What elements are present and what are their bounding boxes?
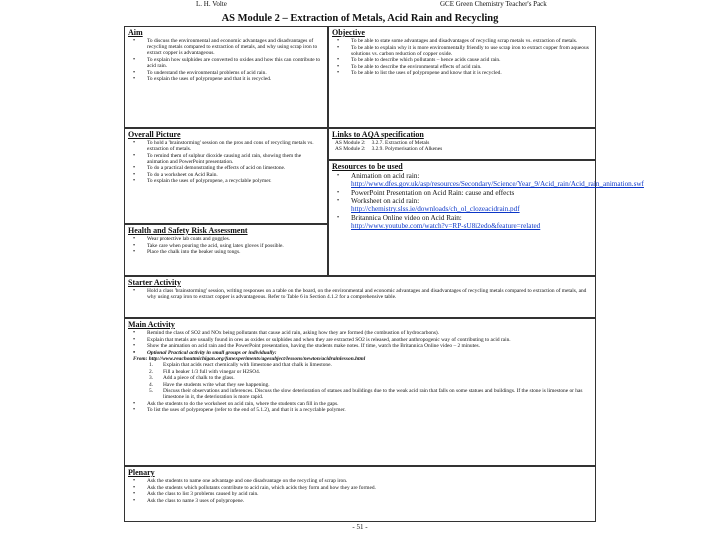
step-number: 5.: [149, 388, 154, 395]
step-text: Explain that acids react chemically with limestone and that chalk is limestone.: [163, 362, 332, 369]
overview-item: • To explain the uses of polypropene, a recyclable polymer.: [129, 178, 324, 184]
aim-heading: Aim: [128, 28, 143, 37]
aim-item: • To discuss the environmental and economic advantages and disadvantages of recycling metals compared to extraction of metals, and why using scrap iron to extract copper is advantageous.: [129, 38, 324, 57]
links-table: [335, 140, 448, 152]
main-activity-section: [124, 318, 596, 466]
resource-text: Worksheet on acid rain:: [351, 197, 420, 206]
practical-source: From: http://www.reachoutmichigan.org/funexperiments/agesubject/lessons/newton/acidrainlesson.html: [133, 356, 366, 362]
resources-section: [328, 160, 644, 276]
resources-heading: Resources to be used: [332, 162, 403, 171]
resource-item: [333, 214, 592, 230]
resource-text: Animation on acid rain:: [351, 172, 420, 180]
practical-step: [129, 388, 592, 400]
resource-item: [333, 189, 592, 197]
objective-item: • To be able to explain why it is more environmentally friendly to use scrap iron to extract copper from aqueous solutions vs. carbon reduction of copper oxide.: [333, 45, 592, 57]
author: L. H. Volte: [196, 0, 227, 8]
step-number: 3.: [149, 375, 154, 382]
main-item: • To list the uses of polypropene (refer to the end of 5.1.2), and that it is a recyclable polymer.: [129, 407, 592, 413]
aim-section: [124, 26, 328, 128]
plenary-heading: Plenary: [128, 468, 155, 477]
practical-step: [129, 369, 592, 375]
links-heading: Links to AQA specification: [332, 130, 424, 139]
health-item: • Wear protective lab coats and goggles.: [129, 236, 324, 242]
objective-item: • To be able to state some advantages and disadvantages of recycling scrap metals vs. extraction of metals.: [333, 38, 592, 44]
link-ref: 3.2.9. Polymerisation of Alkenes: [371, 146, 443, 153]
step-text: Have the students write what they see happening.: [163, 381, 270, 388]
plenary-section: [124, 466, 596, 522]
starter-heading: Starter Activity: [128, 278, 181, 287]
plenary-item: • Ask the students to name one advantage and one disadvantage on the recycling of scrap iron.: [129, 478, 592, 484]
page-header: [0, 0, 720, 10]
resource-item: [333, 197, 592, 213]
resource-text: PowerPoint Presentation on Acid Rain: cause and effects: [351, 188, 515, 197]
objective-item: • To be able to describe which pollutants – hence acids cause acid rain.: [333, 57, 592, 63]
main-heading: Main Activity: [128, 320, 175, 329]
practical-step: [129, 362, 592, 368]
book-title: GCE Green Chemistry Teacher's Pack: [440, 0, 547, 8]
health-item: • Take care when pouring the acid, using latex gloves if possible.: [129, 243, 324, 249]
step-number: 2.: [149, 368, 154, 375]
aim-item: • To explain the uses of polypropene and that it is recycled.: [129, 76, 324, 82]
objective-heading: Objective: [332, 28, 365, 37]
link-module: AS Module 2:: [335, 146, 366, 153]
link-module: AS Module 2:: [335, 140, 366, 146]
overview-item: • To do a worksheet on Acid Rain.: [129, 172, 324, 178]
plenary-item: • Ask the class to list 3 problems caused by acid rain.: [129, 491, 592, 497]
main-item: • Ask the students to do the worksheet on acid rain, where the students can fill in the gaps.: [129, 401, 592, 407]
resource-link[interactable]: http://www.dfes.gov.uk/asp/resources/Secondary/Science/Year_9/Acid_rain/Acid_rain_animation.swf: [351, 180, 644, 189]
practical-step: [129, 382, 592, 388]
overview-item: • To do a practical demonstrating the effects of acid on limestone.: [129, 165, 324, 171]
page-number: - 51 -: [352, 523, 368, 531]
overview-heading: Overall Picture: [128, 130, 181, 139]
starter-section: [124, 276, 596, 318]
step-number: 1.: [149, 362, 154, 369]
resource-link[interactable]: http://chemistry.slss.ie/downloads/ch_ol_clozeacidrain.pdf: [351, 205, 520, 214]
main-item: • Show the animation on acid rain and the PowerPoint presentation, having the students make notes. If time, watch the Britannica Online video – 2 minutes.: [129, 343, 592, 349]
health-heading: Health and Safety Risk Assessment: [128, 226, 248, 235]
plenary-item: • Ask the students which pollutants contribute to acid rain, which acids they form and how they are formed.: [129, 485, 592, 491]
objective-section: [328, 26, 596, 128]
link-ref: 3.2.7. Extraction of Metals: [371, 140, 430, 146]
objective-item: • To be able to describe the environmental effects of acid rain.: [333, 64, 592, 70]
main-item: • Remind the class of SO2 and NOx being pollutants that cause acid rain, asking how they are formed (the combustion of hydrocarbons).: [129, 330, 592, 336]
page-title: AS Module 2 – Extraction of Metals, Acid Rain and Recycling: [221, 13, 499, 24]
aim-item: • To understand the environmental problems of acid rain.: [129, 70, 324, 76]
resource-link[interactable]: http://www.youtube.com/watch?v=RP-sU8i2edo&feature=related: [351, 222, 541, 231]
overview-section: [124, 128, 328, 224]
step-text: Add a piece of chalk to the glass.: [163, 375, 235, 382]
overview-item: • To remind them of sulphur dioxide causing acid rain, showing them the animation and PowerPoint presentation.: [129, 153, 324, 165]
plenary-item: • Ask the class to name 3 uses of polypropene.: [129, 498, 592, 504]
step-text: Discuss their observations and inferences. Discuss the slow deterioration of statues and buildings due to the weak acid rain that falls on some statues and buildings. If the stone is limestone or has limestone in it, the deterioration is more rapid.: [163, 388, 583, 401]
link-row: [335, 146, 448, 152]
overview-item: • To hold a 'brainstorming' session on the pros and cons of recycling metals vs. extraction of metals.: [129, 140, 324, 152]
step-text: Fill a beaker 1/3 full with vinegar or H2SO4.: [163, 368, 261, 375]
resource-text: Britannica Online video on Acid Rain:: [351, 213, 462, 222]
aim-item: • To explain how sulphides are converted to oxides and how this can contribute to acid rain.: [129, 57, 324, 69]
health-item: • Place the chalk into the beaker using tongs.: [129, 249, 324, 255]
main-item: • Explain that metals are usually found in ores as oxides or sulphides and when they are extracted SO2 is released, another anthropogenic way of contributing to acid rain.: [129, 337, 592, 343]
practical-step: [129, 375, 592, 381]
resource-item: [333, 172, 644, 189]
step-number: 4.: [149, 381, 154, 388]
objective-item: • To be able to list the uses of polypropene and know that it is recycled.: [333, 70, 592, 76]
starter-item: • Hold a class 'brainstorming' session, writing responses on a table on the board, on the environmental and economic advantages and disadvantages of recycling metals compared to extraction of metals, and why using scrap iron to extract copper is advantageous. Refer to Table 6 in Section 4.1.2 for a comprehensive table.: [129, 288, 592, 300]
links-section: [328, 128, 596, 160]
main-item: • Optional Practical activity in small groups or individually:: [129, 350, 592, 356]
health-section: [124, 224, 328, 276]
